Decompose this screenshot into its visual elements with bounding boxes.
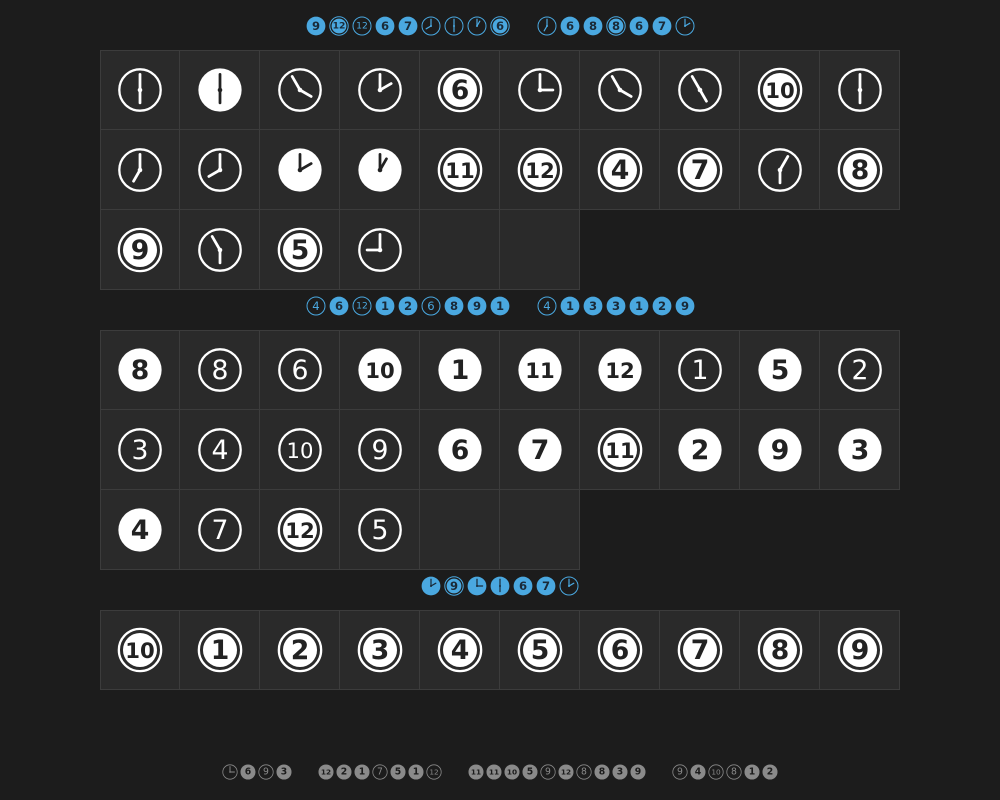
glyph-label: 9 — [472, 299, 481, 314]
number-5-icon — [357, 507, 403, 553]
number-5-icon — [277, 227, 323, 273]
glyph-label: 9 — [130, 234, 150, 266]
glyph-cell[interactable] — [820, 330, 900, 410]
glyph-label: 3 — [280, 766, 288, 778]
glyph-label: 10 — [286, 437, 313, 463]
glyph-label: 3 — [131, 434, 149, 466]
glyph-label: 5 — [526, 766, 534, 778]
glyph-label: 6 — [565, 19, 574, 34]
number-10-icon — [117, 627, 163, 673]
glyph-label: 1 — [450, 354, 469, 386]
glyph-label: 7 — [530, 434, 549, 466]
clock-icon — [357, 147, 403, 193]
clock-hand-long — [212, 236, 220, 250]
glyph-label: 12 — [332, 20, 345, 32]
glyph-label: 8 — [211, 354, 228, 386]
ring-grid — [100, 610, 900, 690]
glyph-label: 8 — [449, 299, 458, 314]
clock-icon — [197, 67, 243, 113]
clock-icon — [757, 147, 803, 193]
number-6-icon[interactable] — [513, 576, 533, 596]
glyph-label: 6 — [426, 299, 435, 314]
glyph-cell[interactable] — [500, 330, 580, 410]
number-8-icon[interactable] — [594, 764, 610, 780]
number-1-icon[interactable] — [744, 764, 760, 780]
number-4-icon — [197, 427, 243, 473]
glyph-cell[interactable] — [660, 330, 740, 410]
number-3-icon — [117, 427, 163, 473]
number-11-icon — [597, 427, 643, 473]
glyph-cell[interactable] — [500, 50, 580, 130]
glyph-cell[interactable] — [100, 490, 180, 570]
glyph-label: 4 — [311, 299, 320, 314]
glyph-label: 9 — [850, 634, 869, 666]
number-9-icon[interactable] — [630, 764, 646, 780]
glyph-cell[interactable] — [260, 130, 340, 210]
number-6-icon — [597, 627, 643, 673]
glyph-label: 2 — [657, 299, 666, 314]
number-7-icon — [197, 507, 243, 553]
number-8-icon — [837, 147, 883, 193]
glyph-cell[interactable] — [340, 50, 420, 130]
glyph-label: 6 — [334, 299, 343, 314]
glyph-label: 4 — [694, 766, 702, 778]
number-12-icon — [517, 147, 563, 193]
glyph-label: 10 — [364, 357, 395, 383]
number-1-icon[interactable] — [629, 296, 649, 316]
clock-hand-long — [292, 76, 300, 90]
number-12-icon[interactable] — [352, 296, 372, 316]
glyph-label: 11 — [524, 357, 555, 383]
number-12-icon — [277, 507, 323, 553]
glyph-cell[interactable] — [100, 130, 180, 210]
number-9-icon — [757, 427, 803, 473]
number-9-icon[interactable] — [672, 764, 688, 780]
number-grid — [100, 330, 900, 570]
number-6-icon[interactable] — [375, 16, 395, 36]
glyph-cell[interactable] — [660, 410, 740, 490]
glyph-label: 2 — [290, 634, 309, 666]
glyph-cell[interactable] — [100, 50, 180, 130]
glyph-label: 3 — [616, 766, 624, 778]
number-3-icon[interactable] — [612, 764, 628, 780]
number-8-icon — [117, 347, 163, 393]
number-6-icon — [437, 427, 483, 473]
number-2-icon — [677, 427, 723, 473]
number-2-icon[interactable] — [762, 764, 778, 780]
glyph-label: 7 — [377, 766, 383, 778]
glyph-cell[interactable] — [340, 610, 420, 690]
selector-2 — [0, 296, 1000, 316]
number-10-icon — [277, 427, 323, 473]
glyph-label: 12 — [524, 157, 555, 183]
glyph-label: 5 — [394, 766, 402, 778]
number-2-icon[interactable] — [336, 764, 352, 780]
clock-hand-long — [692, 76, 700, 90]
number-1-icon — [197, 627, 243, 673]
number-9-icon[interactable] — [444, 576, 464, 596]
glyph-label: 9 — [371, 434, 388, 466]
glyph-label: 7 — [690, 634, 709, 666]
clock-icon[interactable] — [222, 764, 238, 780]
glyph-label: 4 — [450, 634, 469, 666]
glyph-label: 8 — [130, 354, 150, 386]
glyph-label: 2 — [851, 354, 868, 386]
glyph-cell[interactable] — [420, 410, 500, 490]
number-9-icon[interactable] — [306, 16, 326, 36]
glyph-cell[interactable] — [740, 330, 820, 410]
number-7-icon — [677, 147, 723, 193]
empty-cell — [500, 490, 580, 570]
empty-cell — [500, 210, 580, 290]
glyph-cell[interactable] — [420, 130, 500, 210]
number-8-icon[interactable] — [444, 296, 464, 316]
glyph-label: 9 — [677, 766, 683, 778]
number-8-icon[interactable] — [576, 764, 592, 780]
number-10-icon — [357, 347, 403, 393]
number-6-icon[interactable] — [629, 16, 649, 36]
glyph-label: 2 — [403, 299, 412, 314]
glyph-label: 8 — [611, 19, 620, 34]
glyph-label: 4 — [211, 434, 228, 466]
clock-hand-long — [612, 76, 620, 90]
number-3-icon[interactable] — [583, 296, 603, 316]
glyph-cell[interactable] — [420, 330, 500, 410]
glyph-cell[interactable] — [500, 410, 580, 490]
glyph-label: 7 — [657, 19, 666, 34]
glyph-label: 10 — [711, 767, 721, 777]
number-1-icon[interactable] — [490, 296, 510, 316]
glyph-label: 9 — [545, 766, 551, 778]
number-11-icon — [517, 347, 563, 393]
number-11-icon — [437, 147, 483, 193]
glyph-label: 6 — [244, 766, 252, 778]
glyph-label: 4 — [610, 154, 629, 186]
glyph-cell[interactable] — [740, 130, 820, 210]
number-8-icon — [197, 347, 243, 393]
clock-icon — [277, 147, 323, 193]
number-3-icon[interactable] — [606, 296, 626, 316]
clock-icon — [837, 67, 883, 113]
glyph-label: 9 — [680, 299, 689, 314]
glyph-cell[interactable] — [260, 410, 340, 490]
clock-grid — [100, 50, 900, 290]
number-6-icon — [277, 347, 323, 393]
number-4-icon — [117, 507, 163, 553]
glyph-cell[interactable] — [180, 50, 260, 130]
selector-1 — [0, 16, 1000, 36]
glyph-cell[interactable] — [340, 330, 420, 410]
glyph-label: 11 — [470, 767, 482, 777]
glyph-cell[interactable] — [260, 210, 340, 290]
number-2-icon — [277, 627, 323, 673]
glyph-label: 6 — [380, 19, 389, 34]
glyph-label: 11 — [488, 767, 500, 777]
glyph-cell[interactable] — [660, 610, 740, 690]
clock-icon — [117, 147, 163, 193]
glyph-label: 5 — [371, 514, 388, 546]
clock-icon[interactable] — [537, 16, 557, 36]
glyph-label: 6 — [634, 19, 643, 34]
glyph-label: 8 — [731, 766, 737, 778]
glyph-label: 10 — [125, 637, 155, 663]
number-3-icon[interactable] — [276, 764, 292, 780]
number-7-icon — [517, 427, 563, 473]
clock-icon — [197, 227, 243, 273]
number-10-icon[interactable] — [708, 764, 724, 780]
number-1-icon — [677, 347, 723, 393]
glyph-label: 1 — [495, 299, 504, 314]
number-9-icon[interactable] — [467, 296, 487, 316]
glyph-cell[interactable] — [100, 330, 180, 410]
glyph-cell[interactable] — [500, 610, 580, 690]
glyph-cell[interactable] — [580, 330, 660, 410]
glyph-label: 5 — [290, 234, 309, 266]
clock-icon[interactable] — [675, 16, 695, 36]
glyph-label: 6 — [610, 634, 629, 666]
number-2-icon — [837, 347, 883, 393]
glyph-label: 3 — [588, 299, 597, 314]
number-5-icon[interactable] — [390, 764, 406, 780]
number-8-icon[interactable] — [583, 16, 603, 36]
glyph-label: 5 — [770, 354, 789, 386]
glyph-cell[interactable] — [420, 50, 500, 130]
glyph-cell[interactable] — [100, 410, 180, 490]
number-4-icon[interactable] — [306, 296, 326, 316]
glyph-label: 8 — [770, 634, 789, 666]
clock-icon[interactable] — [559, 576, 579, 596]
number-1-icon[interactable] — [408, 764, 424, 780]
glyph-label: 5 — [530, 634, 549, 666]
glyph-label: 12 — [355, 20, 368, 32]
glyph-cell[interactable] — [180, 410, 260, 490]
number-5-icon — [517, 627, 563, 673]
glyph-label: 11 — [444, 157, 475, 183]
glyph-cell[interactable] — [180, 490, 260, 570]
glyph-cell[interactable] — [820, 610, 900, 690]
number-7-icon[interactable] — [652, 16, 672, 36]
glyph-label: 1 — [748, 766, 756, 778]
glyph-label: 1 — [634, 299, 643, 314]
glyph-label: 3 — [850, 434, 869, 466]
number-8-icon[interactable] — [606, 16, 626, 36]
glyph-label: 2 — [766, 766, 774, 778]
glyph-label: 3 — [370, 634, 389, 666]
glyph-label: 8 — [850, 154, 869, 186]
number-11-icon[interactable] — [468, 764, 484, 780]
number-6-icon[interactable] — [560, 16, 580, 36]
clock-icon — [117, 67, 163, 113]
glyph-label: 3 — [611, 299, 620, 314]
glyph-label: 9 — [634, 766, 642, 778]
legend-row — [0, 764, 1000, 780]
glyph-cell[interactable] — [180, 210, 260, 290]
glyph-label: 12 — [320, 767, 332, 777]
glyph-cell[interactable] — [580, 410, 660, 490]
clock-icon[interactable] — [490, 576, 510, 596]
number-5-icon — [757, 347, 803, 393]
empty-cell — [420, 210, 500, 290]
number-11-icon[interactable] — [486, 764, 502, 780]
clock-icon[interactable] — [421, 576, 441, 596]
glyph-cell[interactable] — [820, 130, 900, 210]
number-4-icon[interactable] — [690, 764, 706, 780]
glyph-label: 2 — [690, 434, 709, 466]
number-1-icon[interactable] — [375, 296, 395, 316]
number-7-icon[interactable] — [398, 16, 418, 36]
glyph-label: 9 — [263, 766, 269, 778]
glyph-label: 6 — [518, 579, 528, 594]
number-9-icon — [357, 427, 403, 473]
number-12-icon[interactable] — [426, 764, 442, 780]
number-4-icon — [597, 147, 643, 193]
glyph-cell[interactable] — [340, 210, 420, 290]
glyph-label: 1 — [210, 634, 229, 666]
glyph-cell[interactable] — [260, 610, 340, 690]
glyph-label: 8 — [598, 766, 606, 778]
clock-icon[interactable] — [444, 16, 464, 36]
glyph-label: 6 — [291, 354, 308, 386]
glyph-label: 4 — [542, 299, 551, 314]
number-12-icon — [597, 347, 643, 393]
glyph-cell[interactable] — [580, 610, 660, 690]
glyph-cell[interactable] — [340, 410, 420, 490]
glyph-cell[interactable] — [180, 130, 260, 210]
glyph-label: 12 — [429, 767, 439, 777]
number-9-icon — [117, 227, 163, 273]
number-10-icon — [757, 67, 803, 113]
glyph-label: 1 — [691, 354, 708, 386]
clock-icon — [357, 67, 403, 113]
number-12-icon[interactable] — [318, 764, 334, 780]
glyph-label: 4 — [130, 514, 150, 546]
number-6-icon[interactable] — [421, 296, 441, 316]
glyph-label: 10 — [764, 77, 795, 103]
glyph-label: 12 — [604, 357, 635, 383]
number-8-icon[interactable] — [726, 764, 742, 780]
number-2-icon[interactable] — [652, 296, 672, 316]
glyph-cell[interactable] — [180, 610, 260, 690]
glyph-cell[interactable] — [660, 130, 740, 210]
clock-icon[interactable] — [467, 16, 487, 36]
glyph-label: 7 — [403, 19, 412, 34]
number-9-icon[interactable] — [540, 764, 556, 780]
number-10-icon[interactable] — [504, 764, 520, 780]
number-3-icon — [357, 627, 403, 673]
number-7-icon[interactable] — [372, 764, 388, 780]
glyph-label: 1 — [380, 299, 389, 314]
glyph-cell[interactable] — [340, 130, 420, 210]
number-1-icon — [437, 347, 483, 393]
glyph-label: 8 — [581, 766, 587, 778]
number-7-icon — [677, 627, 723, 673]
glyph-label: 1 — [412, 766, 420, 778]
number-6-icon — [437, 67, 483, 113]
number-4-icon — [437, 627, 483, 673]
glyph-label: 6 — [495, 19, 504, 34]
glyph-cell[interactable] — [740, 610, 820, 690]
number-6-icon[interactable] — [329, 296, 349, 316]
clock-icon — [357, 227, 403, 273]
glyph-cell[interactable] — [660, 50, 740, 130]
number-8-icon — [757, 627, 803, 673]
number-9-icon[interactable] — [258, 764, 274, 780]
clock-icon — [677, 67, 723, 113]
number-6-icon[interactable] — [240, 764, 256, 780]
number-9-icon — [837, 627, 883, 673]
number-1-icon[interactable] — [354, 764, 370, 780]
glyph-label: 9 — [311, 19, 320, 34]
glyph-label: 9 — [770, 434, 789, 466]
glyph-cell[interactable] — [260, 50, 340, 130]
number-12-icon[interactable] — [329, 16, 349, 36]
glyph-label: 8 — [588, 19, 597, 34]
number-6-icon[interactable] — [490, 16, 510, 36]
number-3-icon — [837, 427, 883, 473]
glyph-cell[interactable] — [580, 130, 660, 210]
glyph-label: 6 — [450, 434, 469, 466]
clock-icon[interactable] — [467, 576, 487, 596]
number-9-icon[interactable] — [675, 296, 695, 316]
clock-icon — [277, 67, 323, 113]
glyph-label: 11 — [604, 437, 635, 463]
number-1-icon[interactable] — [560, 296, 580, 316]
glyph-label: 12 — [284, 517, 315, 543]
glyph-label: 6 — [450, 74, 469, 106]
glyph-label: 1 — [565, 299, 574, 314]
glyph-cell[interactable] — [100, 610, 180, 690]
selector-3 — [0, 576, 1000, 596]
clock-icon[interactable] — [421, 16, 441, 36]
empty-cell — [420, 490, 500, 570]
glyph-label: 7 — [211, 514, 228, 546]
glyph-cell[interactable] — [820, 410, 900, 490]
number-4-icon[interactable] — [537, 296, 557, 316]
glyph-label: 10 — [506, 767, 518, 777]
clock-icon — [597, 67, 643, 113]
number-12-icon[interactable] — [558, 764, 574, 780]
glyph-cell[interactable] — [180, 330, 260, 410]
glyph-cell[interactable] — [420, 610, 500, 690]
glyph-cell[interactable] — [820, 50, 900, 130]
glyph-cell[interactable] — [260, 330, 340, 410]
glyph-label: 12 — [355, 300, 368, 312]
glyph-label: 12 — [560, 767, 572, 777]
clock-icon — [517, 67, 563, 113]
glyph-label: 7 — [690, 154, 709, 186]
glyph-cell[interactable] — [100, 210, 180, 290]
glyph-cell[interactable] — [580, 50, 660, 130]
glyph-label: 9 — [449, 579, 459, 594]
clock-icon — [197, 147, 243, 193]
number-12-icon[interactable] — [352, 16, 372, 36]
glyph-cell[interactable] — [340, 490, 420, 570]
glyph-label: 2 — [340, 766, 348, 778]
glyph-cell[interactable] — [260, 490, 340, 570]
glyph-label: 7 — [541, 579, 551, 594]
glyph-cell[interactable] — [500, 130, 580, 210]
number-7-icon[interactable] — [536, 576, 556, 596]
glyph-cell[interactable] — [740, 50, 820, 130]
glyph-cell[interactable] — [740, 410, 820, 490]
number-5-icon[interactable] — [522, 764, 538, 780]
clock-hand-long — [780, 156, 788, 170]
glyph-label: 1 — [358, 766, 366, 778]
number-2-icon[interactable] — [398, 296, 418, 316]
